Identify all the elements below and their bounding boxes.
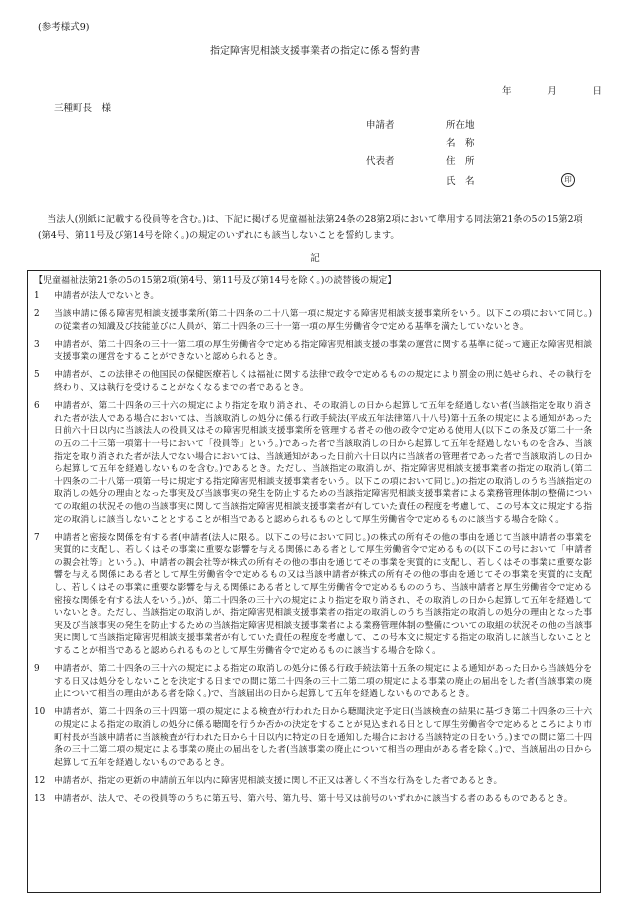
item-text: 申請者が、第二十四条の三十一第二項の厚生労働省令で定める指定障害児相談支援の事業の運営に関する基準に従って適正な障害児相談支援事業の運営をすることができないと認められるとき。 [54,339,592,363]
provisions-list [34,290,592,805]
item-text: 申請者が、第二十四条の三十六の規定による指定の取消しの処分に係る行政手続法第十五条の規定による通知があった日から当該処分をする日又は処分をしないことを決定する日までの間に第二十四条の三十二第二項の規定による事業の廃止の届出をした者(当該事業の廃止について相当の理由がある者を除く。)で、当該届出の日から起算して五年を経過しないものであるとき。 [54,664,592,700]
pledge-text: 当法人(別紙に記載する役員等を含む。)は、下記に掲げる児童福祉法第24条の28第2項において準用する同法第21条の5の15第2項(第4号、第11号及び第14号を除く。)の規定のいずれにも該当しないことを誓約します。 [38,214,583,241]
item-number: 13 [34,793,46,804]
list-item [34,290,592,303]
item-number: 7 [34,532,40,543]
item-number: 10 [34,707,46,718]
list-item [34,663,592,701]
list-item [34,308,592,333]
list-item [34,369,592,394]
month-label: 月 [547,86,557,97]
item-number: 3 [34,339,40,350]
document-title: 指定障害児相談支援事業者の指定に係る誓約書 [210,46,420,57]
list-item [34,706,592,769]
item-number: 12 [34,775,46,786]
item-number: 6 [34,401,40,412]
date-line [502,83,602,97]
form-label: (参考様式9) [38,22,90,33]
item-text: 申請者が、指定の更新の申請前五年以内に障害児相談支援に関し不正又は著しく不当な行為をした者であるとき。 [54,775,503,786]
item-text: 当該申請に係る障害児相談支援事業所(第二十四条の二十八第一項に規定する障害児相談支援事業所をいう。以下この項において同じ。)の従業者の知識及び技能並びに人員が、第二十四条の三十一第一項の厚生労働省令で定める基準を満たしていないとき。 [54,309,592,332]
provisions-box [27,270,601,893]
item-text: 申請者が、法人で、その役員等のうちに第五号、第六号、第九号、第十号又は前号のいずれかに該当する者のあるものであるとき。 [54,793,573,804]
item-number: 9 [34,664,40,675]
day-label: 日 [592,86,602,97]
list-item [34,400,592,526]
item-text: 申請者と密接な関係を有する者(申請者(法人に限る。以下この号において同じ。)の株式の所有その他の事由を通じて当該申請者の事業を実質的に支配し、若しくはその事業に重要な影響を与える関係にある者として厚生労働省令で定めるもの(以下この号において「申請者の親会社等」という。)、申請者の親会社等が株式の所有その他の事由を通じてその事業を実質的に支配し、若しくはその事業に重要な影響を与える関係にある者として厚生労働省令で定めるもの又は当該申請者が株式の所有その他の事由を通じてその事業を実質的に支配し、若しくはその事業に重要な影響を与える関係にある者として厚生労働省令で定めるもののうち、当該申請者と厚生労働省令で定める密接な関係を有する法人をいう。)が、第二十四条の三十六の規定により指定を取り消され、その取消しの日から起算して五年を経過していないとき。ただし、当該指定の取消しが、指定障害児相談支援事業者の指定の取消しのうち当該指定の取消しの処分の理由となった事実及び当該事実の発生を防止するための当該指定障害児相談支援事業者による業務管理体制の整備についての取組の状況その他の当該事実に関して当該指定障害児相談支援事業者が有していた責任の程度を考慮して、この号本文に規定する指定の取消しに該当しないこととすることが相当であると認められるものとして厚生労働省令で定めるものに該当する場合を除く。 [54,532,592,656]
applicant-label: 申請者 [366,120,395,131]
addressee: 三種町長 様 [54,103,112,114]
seal-mark: 印 [561,173,575,187]
list-item [34,339,592,364]
year-label: 年 [502,86,512,97]
item-text: 申請者が法人でないとき。 [54,291,160,301]
provisions-heading: 【児童福祉法第21条の5の15第2項(第4号、第11号及び第14号を除く。)の読替後の規定】 [34,276,397,286]
item-text: 申請者が、第二十四条の三十六の規定により指定を取り消され、その取消しの日から起算して五年を経過しない者(当該指定を取り消された者が法人である場合においては、当該取消しの処分に係る行政手続法(平成五年法律第八十八号)第十五条の規定による通知があった日前六十日以内に当該法人の役員又はその障害児相談支援事業所を管理する者その他の政令で定める使用人(以下この条及び第二十一条の五の二十三第一項第十一号において「役員等」という。)であった者で当該取消しの日から起算して五年を経過しないものを含み、当該指定を取り消された者が法人でない場合においては、当該通知があった日前六十日以内に当該者の管理者であった者で当該取消しの日から起算して五年を経過しないものを含む。)であるとき。ただし、当該指定の取消しが、指定障害児相談支援事業者の指定の取消し(第二十四条の二十八第一項第一号に規定する指定障害児相談支援事業者をいう。以下この項において同じ。)の指定の取消しのうち当該指定の取消しの処分の理由となった事実及び当該事実の発生を防止するための当該指定障害児相談支援事業者による業務管理体制の整備についての取組の状況その他の当該事実に関して当該指定障害児相談支援事業者が有していた責任の程度を考慮して、この号本文に規定する指定の取消しに該当しないこととすることが相当であると認められるものとして厚生労働省令で定めるものに該当する場合を除く。 [54,401,592,525]
item-number: 1 [34,291,40,301]
list-item [34,793,592,806]
item-text: 申請者が、第二十四条の三十四第一項の規定による検査が行われた日から聴聞決定予定日(当該検査の結果に基づき第二十四条の三十六の規定による指定の取消しの処分に係る聴聞を行うか否かの決定をすることが見込まれる日として厚生労働省令で定めるところにより市町村長が当該申請者に当該検査が行われた日から十日以内に特定の日を通知した場合における当該特定の日をいう。)までの間に第二十四条の三十二第二項の規定による事業の廃止の届出をした者(当該事業の廃止について相当の理由がある者を除く。)で、当該届出の日から起算して五年を経過しないものであるとき。 [54,707,592,768]
address-label: 所在地 [446,120,475,131]
residence-label: 住 所 [446,156,475,167]
list-item [34,775,592,788]
item-number: 5 [34,370,40,381]
item-number: 2 [34,309,40,320]
list-item [34,532,592,658]
item-text: 申請者が、この法律その他国民の保健医療若しくは福祉に関する法律で政令で定めるものの規定により罰金の刑に処せられ、その執行を終わり、又は執行を受けることがなくなるまでの者であるとき。 [54,370,592,394]
full-name-label: 氏 名 [446,176,475,187]
representative-label: 代表者 [366,156,395,167]
ki-heading: 記 [310,253,320,264]
organization-name-label: 名 称 [446,138,475,149]
